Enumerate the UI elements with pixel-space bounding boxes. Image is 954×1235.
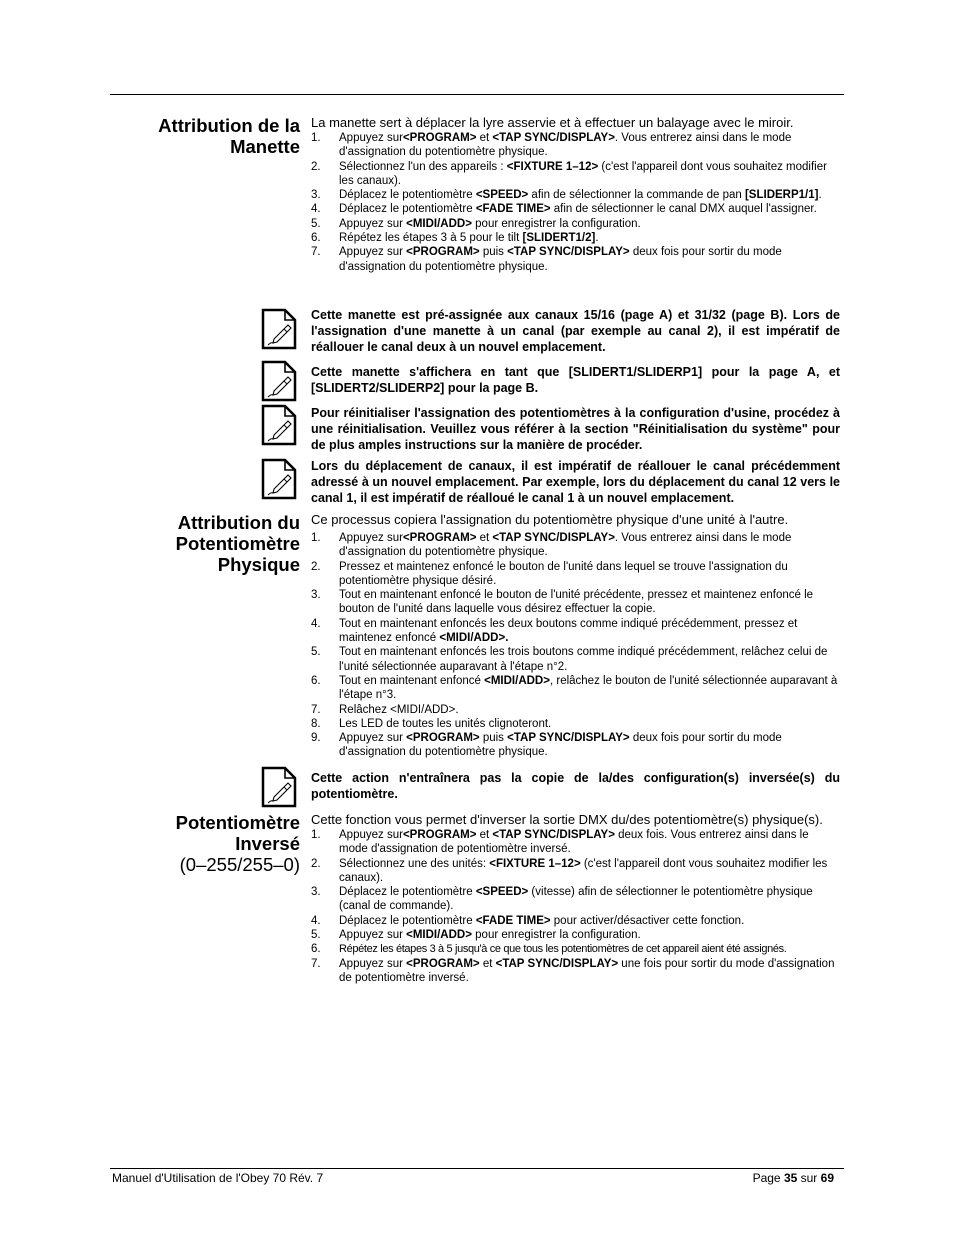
- step-number: 4.: [311, 617, 321, 630]
- step-item: [311, 731, 840, 760]
- note-manette-2: Cette manette s'affichera en tant que [SLIDERT1/SLIDERP1] pour la page A, et [SLIDERT2/SLIDERP2] pour la page B.: [311, 365, 840, 395]
- step-item: [311, 202, 840, 216]
- intro-inverse: Cette fonction vous permet d'inverser la sortie DMX du/des potentiomètre(s) physique(s).: [311, 812, 823, 827]
- step-item: [311, 885, 840, 914]
- step-number: 6.: [311, 674, 321, 687]
- step-number: 3.: [311, 886, 321, 899]
- step-text: Sélectionnez une des unités: <FIXTURE 1–12> (c'est l'appareil dont vous souhaitez modifier les canaux).: [339, 857, 828, 884]
- step-item: [311, 717, 840, 731]
- step-text: Pressez et maintenez enfoncé le bouton de l'unité dans lequel se trouve l'assignation du potentiomètre physique désiré.: [339, 560, 788, 587]
- step-text: Tout en maintenant enfoncés les deux boutons comme indiqué précédemment, pressez et maintenez enfoncé <MIDI/ADD>.: [339, 617, 798, 645]
- note-pencil-icon: [260, 307, 300, 351]
- footer-page-number: Page 35 sur 69: [752, 1171, 834, 1185]
- intro-manette: La manette sert à déplacer la lyre asservie et à effectuer un balayage avec le miroir.: [311, 115, 794, 130]
- step-text: Appuyez sur<PROGRAM> et <TAP SYNC/DISPLAY>. Vous entrerez ainsi dans le mode d'assignation du potentiomètre physique.: [339, 532, 792, 559]
- step-number: 6.: [311, 232, 321, 245]
- step-text: Répétez les étapes 3 à 5 pour le tilt [SLIDERT1/2].: [339, 232, 599, 245]
- step-text: Appuyez sur <PROGRAM> puis <TAP SYNC/DISPLAY> deux fois pour sortir du mode d'assignation du potentiomètre physique.: [339, 246, 782, 273]
- steps-list: [311, 131, 840, 274]
- step-text: Tout en maintenant enfoncés les trois boutons comme indiqué précédemment, relâchez celui de l'unité sélectionnée auparavant à l'étape n°2.: [339, 646, 828, 673]
- step-number: 7.: [311, 246, 321, 259]
- step-text: Relâchez <MIDI/ADD>.: [339, 703, 459, 716]
- step-number: 6.: [311, 943, 321, 956]
- header-rule: [110, 94, 844, 95]
- step-number: 2.: [311, 560, 321, 573]
- step-item: [311, 703, 840, 717]
- step-text: Appuyez sur <MIDI/ADD> pour enregistrer la configuration.: [339, 929, 641, 942]
- step-text: Appuyez sur<PROGRAM> et <TAP SYNC/DISPLAY> deux fois. Vous entrerez ainsi dans le mode d'assignation de potentiomètre inversé.: [339, 829, 809, 856]
- step-item: [311, 131, 840, 160]
- step-number: 3.: [311, 189, 321, 202]
- step-item: [311, 188, 840, 202]
- step-number: 1.: [311, 829, 321, 841]
- step-text: Tout en maintenant enfoncé le bouton de l'unité précédente, pressez et maintenez enfoncé le bouton de l'unité dans laquelle vous désirez effectuer la copie.: [339, 589, 814, 616]
- note-pencil-icon: [260, 765, 300, 809]
- step-item: [311, 914, 840, 928]
- step-item: [311, 560, 840, 589]
- section-inverse: [311, 812, 840, 985]
- step-item: [311, 942, 840, 956]
- step-item: [311, 674, 840, 703]
- step-text: Appuyez sur<PROGRAM> et <TAP SYNC/DISPLAY>. Vous entrerez ainsi dans le mode d'assignation du potentiomètre physique.: [339, 132, 792, 159]
- step-item: [311, 160, 840, 189]
- step-number: 5.: [311, 646, 321, 659]
- step-text: Tout en maintenant enfoncé <MIDI/ADD>, relâchez le bouton de l'unité sélectionnée auparavant à l'étape n°3.: [339, 674, 838, 702]
- step-text: Appuyez sur <MIDI/ADD> pour enregistrer la configuration.: [339, 217, 641, 230]
- step-item: [311, 828, 840, 857]
- step-text: Déplacez le potentiomètre <SPEED> (vitesse) afin de sélectionner le potentiomètre physique (canal de commande).: [339, 886, 813, 913]
- step-number: 2.: [311, 857, 321, 870]
- footer-title: Manuel d'Utilisation de l'Obey 70 Rév. 7: [112, 1171, 324, 1185]
- step-number: 4.: [311, 203, 321, 216]
- step-item: [311, 245, 840, 274]
- step-text: Déplacez le potentiomètre <FADE TIME> pour activer/désactiver cette fonction.: [339, 914, 745, 927]
- note-manette-1: Cette manette est pré-assignée aux canaux 15/16 (page A) et 31/32 (page B). Lors de l'assignation d'une manette à un canal (par exemple au canal 2), il est impératif de réallouer le canal deux à un nouvel emplacement.: [311, 308, 840, 354]
- step-text: Répétez les étapes 3 à 5 jusqu'à ce que tous les potentiomètres de cet appareil aient été assignés.: [339, 943, 787, 956]
- step-number: 4.: [311, 914, 321, 927]
- section-physique: [311, 512, 840, 760]
- step-text: Appuyez sur <PROGRAM> puis <TAP SYNC/DISPLAY> deux fois pour sortir du mode d'assignation du potentiomètre physique.: [339, 732, 782, 759]
- step-text: Déplacez le potentiomètre <FADE TIME> afin de sélectionner le canal DMX auquel l'assigner.: [339, 203, 817, 216]
- step-item: [311, 531, 840, 560]
- step-number: 7.: [311, 957, 321, 970]
- step-item: [311, 231, 840, 245]
- step-item: [311, 928, 840, 942]
- note-manette-4: Lors du déplacement de canaux, il est impératif de réallouer le canal précédemment adressé à un nouvel emplacement. Par exemple, lors du déplacement du canal 12 vers le canal 1, il est impératif de réalloué le canal 1 à un nouvel emplacement.: [311, 459, 840, 505]
- step-number: 1.: [311, 132, 321, 144]
- intro-physique: Ce processus copiera l'assignation du potentiomètre physique d'une unité à l'autre.: [311, 512, 789, 527]
- note-pencil-icon: [260, 403, 300, 447]
- heading-inverse: Potentiomètre Inversé (0–255/255–0): [175, 812, 300, 875]
- step-number: 2.: [311, 160, 321, 173]
- step-item: [311, 857, 840, 886]
- note-physique: Cette action n'entraînera pas la copie de la/des configuration(s) inversée(s) du potentiomètre.: [311, 771, 840, 801]
- step-number: 9.: [311, 732, 321, 745]
- footer-rule: [110, 1168, 844, 1169]
- heading-manette: Attribution de la Manette: [158, 115, 300, 157]
- step-item: [311, 588, 840, 617]
- step-number: 5.: [311, 217, 321, 230]
- step-number: 7.: [311, 703, 321, 716]
- step-text: Les LED de toutes les unités clignoteront.: [339, 717, 552, 730]
- note-manette-3: Pour réinitialiser l'assignation des potentiomètres à la configuration d'usine, procédez à une réinitialisation. Veuillez vous référer à la section "Réinitialisation du système" pour de plus amples instructions sur la manière de procéder.: [311, 406, 840, 452]
- step-number: 5.: [311, 929, 321, 942]
- step-text: Sélectionnez l'un des appareils : <FIXTURE 1–12> (c'est l'appareil dont vous souhaitez modifier les canaux).: [339, 160, 827, 187]
- steps-list: [311, 828, 840, 985]
- step-text: Déplacez le potentiomètre <SPEED> afin de sélectionner la commande de pan [SLIDERP1/1].: [339, 189, 822, 202]
- step-item: [311, 645, 840, 674]
- step-number: 8.: [311, 717, 321, 730]
- steps-list: [311, 531, 840, 760]
- step-number: 1.: [311, 532, 321, 544]
- note-pencil-icon: [260, 457, 300, 501]
- note-pencil-icon: [260, 359, 300, 403]
- section-manette: [311, 115, 840, 274]
- step-item: [311, 617, 840, 646]
- step-item: [311, 217, 840, 231]
- heading-physique: Attribution du Potentiomètre Physique: [175, 512, 300, 575]
- step-text: Appuyez sur <PROGRAM> et <TAP SYNC/DISPLAY> une fois pour sortir du mode d'assignation de potentiomètre inversé.: [339, 957, 835, 984]
- step-item: [311, 957, 840, 986]
- step-number: 3.: [311, 589, 321, 602]
